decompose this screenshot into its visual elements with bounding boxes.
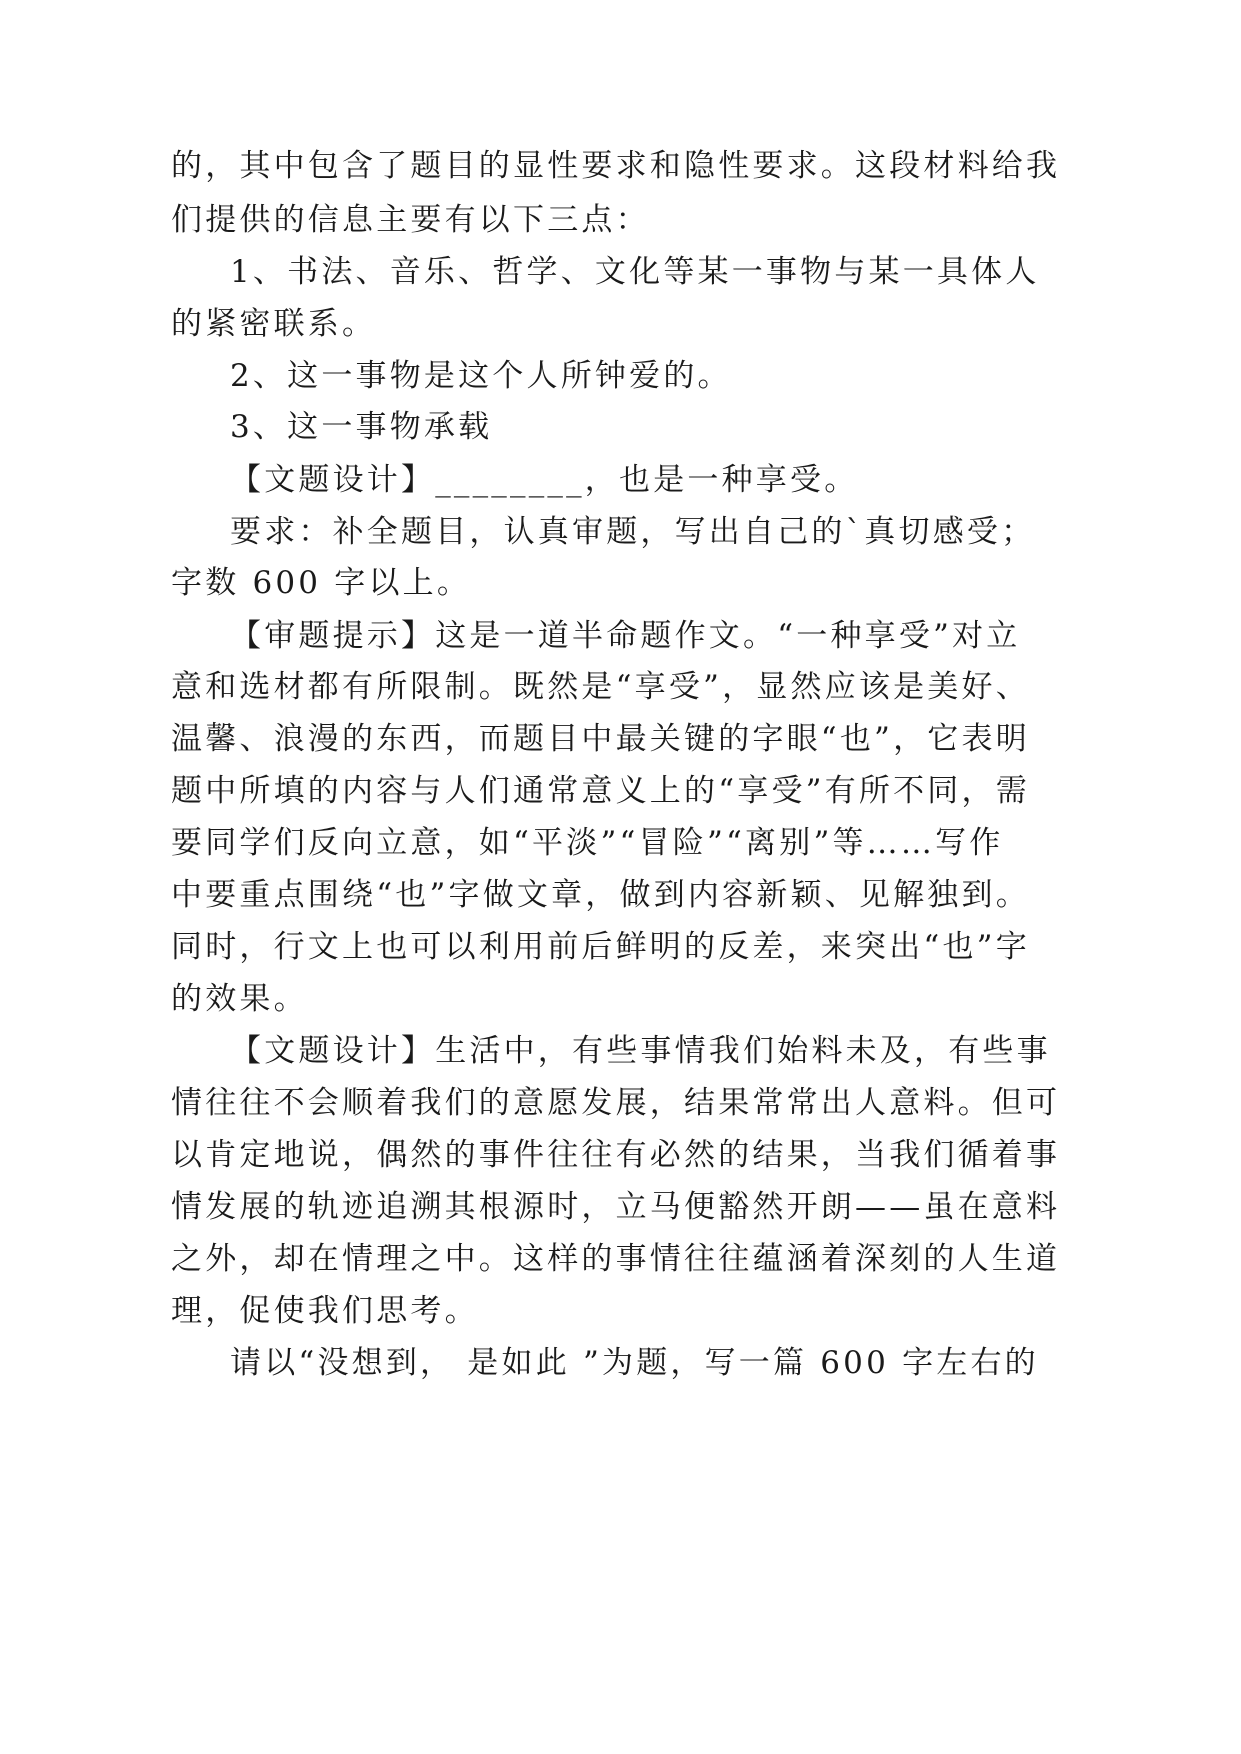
text-line: 情发展的轨迹追溯其根源时，立马便豁然开朗——虽在意料: [171, 1189, 1061, 1225]
text-line: 2、这一事物是这个人所钟爱的。: [230, 358, 732, 394]
text-line: 要求：补全题目，认真审题，写出自己的`真切感受；: [230, 514, 1036, 550]
text-line: 以肯定地说，偶然的事件往往有必然的结果，当我们循着事: [171, 1137, 1061, 1173]
text-line: 3、这一事物承载: [230, 409, 493, 445]
text-line: 意和选材都有所限制。既然是“享受”，显然应该是美好、: [171, 669, 1030, 705]
text-line: 温馨、浪漫的东西，而题目中最关键的字眼“也”，它表明: [171, 721, 1030, 757]
text-line: 题中所填的内容与人们通常意义上的“享受”有所不同，需: [171, 773, 1030, 809]
text-line: 【文题设计】生活中，有些事情我们始料未及，有些事: [230, 1033, 1051, 1069]
text-line: 同时，行文上也可以利用前后鲜明的反差，来突出“也”字: [171, 929, 1030, 965]
text-line: 【审题提示】这是一道半命题作文。“一种享受”对立: [230, 618, 1021, 654]
text-line: 理，促使我们思考。: [171, 1293, 479, 1329]
text-line: 之外，却在情理之中。这样的事情往往蕴涵着深刻的人生道: [171, 1241, 1061, 1277]
text-line: 们提供的信息主要有以下三点：: [171, 202, 650, 238]
text-line: 情往往不会顺着我们的意愿发展，结果常常出人意料。但可: [171, 1085, 1061, 1121]
text-line: 请以“没想到， 是如此 ”为题，写一篇 600 字左右的: [230, 1345, 1039, 1381]
text-line: 要同学们反向立意，如“平淡”“冒险”“离别”等……写作: [171, 825, 1004, 861]
text-line: 【文题设计】________，也是一种享受。: [230, 462, 859, 498]
text-line: 的紧密联系。: [171, 306, 377, 342]
text-line: 1、书法、音乐、哲学、文化等某一事物与某一具体人: [230, 254, 1040, 290]
text-line: 字数 600 字以上。: [171, 565, 472, 601]
text-line: 的，其中包含了题目的显性要求和隐性要求。这段材料给我: [171, 148, 1061, 184]
text-line: 的效果。: [171, 981, 308, 1017]
text-line: 中要重点围绕“也”字做文章，做到内容新颖、见解独到。: [171, 877, 1030, 913]
